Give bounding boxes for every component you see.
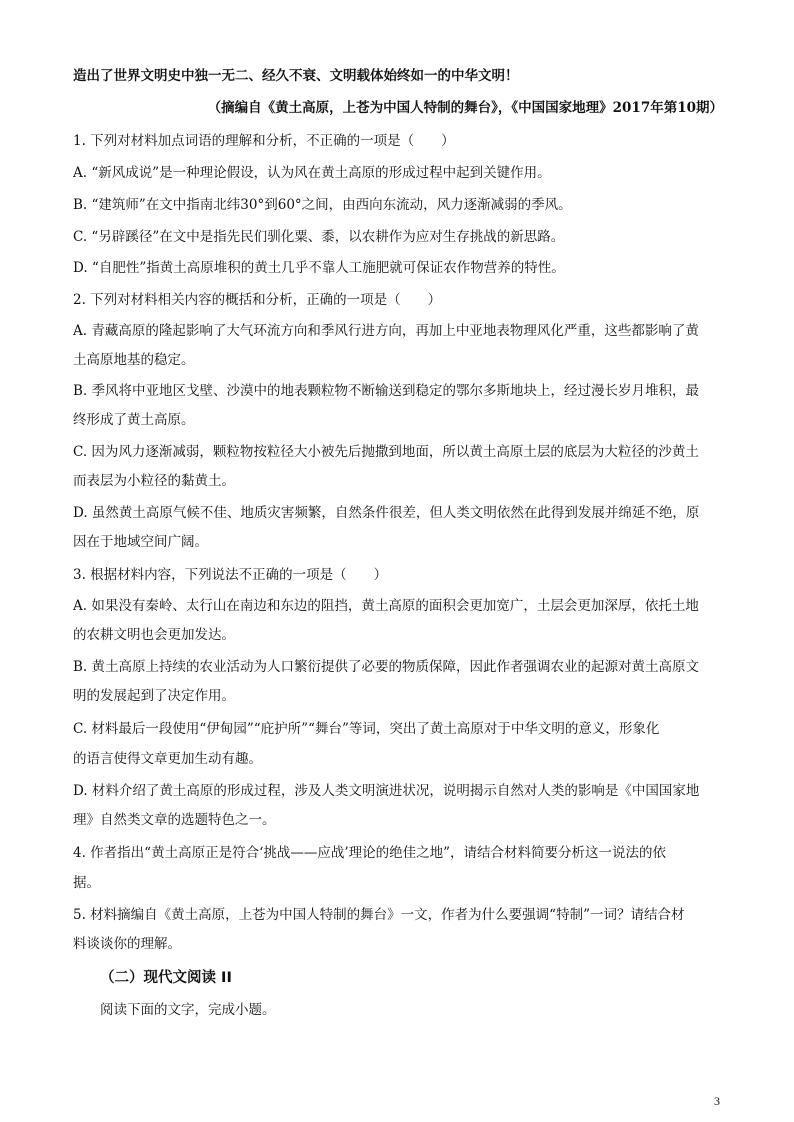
question-3-option-c-cont: 的语言使得文章更加生动有趣。 [73,751,262,767]
question-2-option-c: C. 因为风力逐渐减弱，颗粒物按粒径大小被先后抛撒到地面，所以黄土高原土层的底层为大粒径的沙黄土 [73,444,699,460]
question-2-stem: 2. 下列对材料相关内容的概括和分析，正确的一项是（ ） [73,292,442,308]
text-line-continuation: 造出了世界文明史中独一无二、经久不衰、文明载体始终如一的中华文明！ [73,68,519,84]
question-3-option-c: C. 材料最后一段使用“伊甸园”“庇护所”“舞台”等词，突出了黄土高原对于中华文明的意义，形象化 [73,721,660,737]
question-2-option-b-cont: 终形成了黄土高原。 [73,412,195,428]
question-1-option-b: B. “建筑师”在文中指南北纬30°到60°之间，由西向东流动，风力逐渐减弱的季风。 [73,197,572,213]
section-instruction: 阅读下面的文字，完成小题。 [100,1002,276,1018]
question-1-option-d: D. “自肥性”指黄土高原堆积的黄土几乎不靠人工施肥就可保证农作物营养的特性。 [73,260,565,276]
page-number: 3 [714,1094,720,1108]
question-1-option-c: C. “另辟蹊径”在文中是指先民们驯化粟、黍，以农耕作为应对生存挑战的新思路。 [73,229,565,245]
question-2-option-a: A. 青藏高原的隆起影响了大气环流方向和季风行进方向，再加上中亚地表物理风化严重，这些都影响了黄 [73,323,699,339]
question-4-cont: 据。 [73,875,100,891]
question-3-option-d: D. 材料介绍了黄土高原的形成过程，涉及人类文明演进状况，说明揭示自然对人类的影响是《中国国家地 [73,783,700,799]
question-2-option-b: B. 季风将中亚地区戈壁、沙漠中的地表颗粒物不断输送到稳定的鄂尔多斯地块上，经过漫长岁月堆积，最 [73,383,700,399]
question-3-option-a: A. 如果没有秦岭、太行山在南边和东边的阻挡，黄土高原的面积会更加宽广，土层会更加深厚，依托土地 [73,598,699,614]
question-3-option-d-cont: 理》自然类文章的选题特色之一。 [73,812,276,828]
question-1-stem: 1. 下列对材料加点词语的理解和分析，不正确的一项是（ ） [73,133,455,149]
question-2-option-a-cont: 土高原地基的稳定。 [73,352,195,368]
question-1-option-a: A. “新风成说”是一种理论假设，认为风在黄土高原的形成过程中起到关键作用。 [73,165,551,181]
question-3-stem: 3. 根据材料内容，下列说法不正确的一项是（ ） [73,567,388,583]
question-2-option-c-cont: 而表层为小粒径的黏黄土。 [73,473,235,489]
question-5-cont: 料谈谈你的理解。 [73,936,181,952]
question-3-option-b: B. 黄土高原上持续的农业活动为人口繁衍提供了必要的物质保障，因此作者强调农业的起源对黄土高原文 [73,659,700,675]
question-4: 4. 作者指出“黄土高原正是符合‘挑战——应战’理论的绝佳之地”，请结合材料简要分析这一说法的依 [73,845,667,861]
question-3-option-b-cont: 明的发展起到了决定作用。 [73,688,235,704]
section-heading: （二）现代文阅读 II [100,970,232,986]
question-5: 5. 材料摘编自《黄土高原，上苍为中国人特制的舞台》一文，作者为什么要强调“特制”一词？请结合材 [73,907,685,923]
question-2-option-d: D. 虽然黄土高原气候不佳、地质灾害频繁，自然条件很差，但人类文明依然在此得到发展并绵延不绝，原 [73,505,700,521]
question-2-option-d-cont: 因在于地域空间广阔。 [73,534,208,550]
question-3-option-a-cont: 的农耕文明也会更加发达。 [73,627,235,643]
source-citation: （摘编自《黄土高原，上苍为中国人特制的舞台》，《中国国家地理》2017年第10期） [207,100,723,116]
